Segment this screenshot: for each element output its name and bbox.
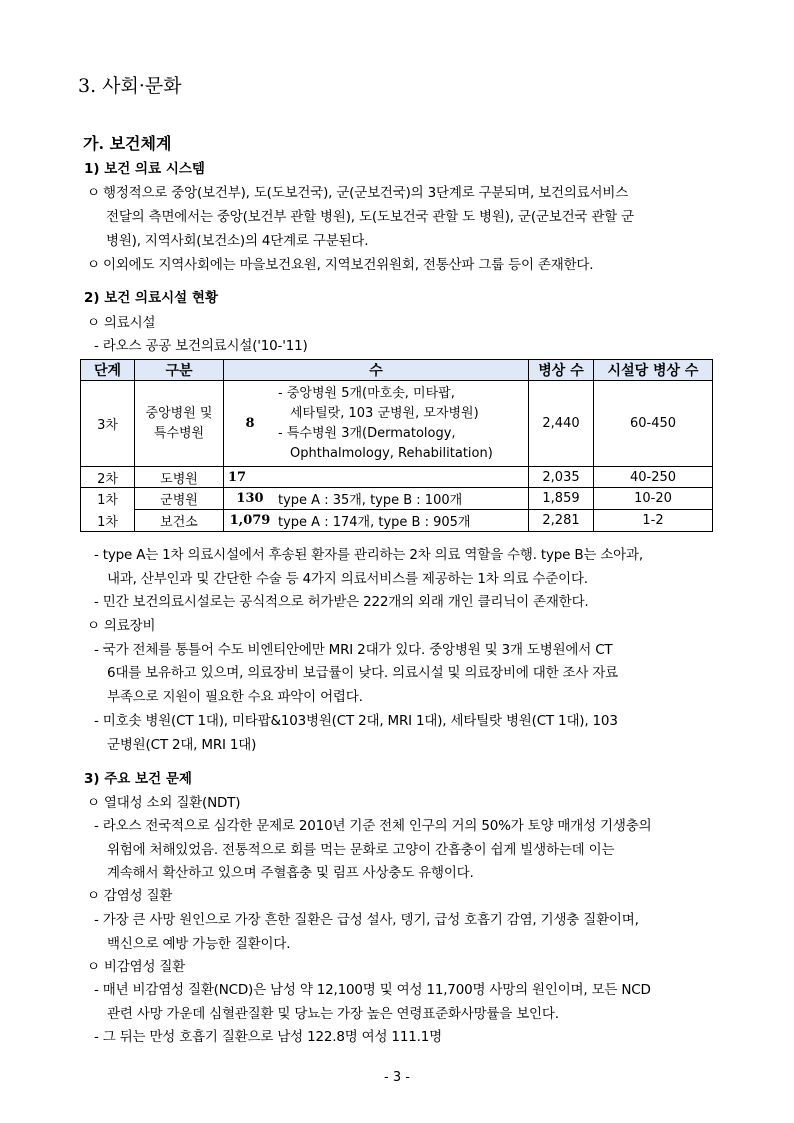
table-header-row: [81, 360, 713, 381]
text-line: - 라오스 전국적으로 심각한 문제로 2010년 기준 전체 인구의 거의 50%가 토양 매개성 기생충의: [94, 818, 652, 834]
text-line: - 가장 큰 사망 원인으로 가장 흔한 질환은 급성 설사, 뎅기, 급성 호흡기 감염, 기생충 질환이며,: [94, 912, 639, 928]
cell-beds: 2,440: [529, 381, 594, 467]
bullet: ㅇ: [87, 185, 100, 201]
text-line: 군병원(CT 2대, MRI 1대): [107, 737, 257, 753]
table-row: [81, 381, 713, 467]
header-count: 수: [224, 360, 529, 381]
system-bullet-2: [87, 253, 593, 273]
text-line: 관련 사망 가운데 심혈관질환 및 당뇨는 가장 높은 연령표준화사망률을 보인다.: [107, 1006, 559, 1022]
heading-health-issues: 3) 주요 보건 문제: [84, 771, 192, 787]
page-number: - 3 -: [384, 1070, 410, 1085]
subsection-title: 가. 보건체계: [83, 134, 172, 153]
table-caption: - 라오스 공공 보건의료시설('10-'11): [94, 338, 308, 354]
bullet: ㅇ: [87, 257, 100, 273]
cell-per-facility: 1-2: [594, 510, 713, 532]
cell-per-facility: 60-450: [594, 381, 713, 467]
text-line: - 민간 보건의료시설로는 공식적으로 허가받은 222개의 외래 개인 클리닉이 존재한다.: [94, 594, 589, 610]
text-line: 위험에 처해있었음. 전통적으로 회를 먹는 문화로 고양이 간흡충이 쉽게 빌생하는데 이는: [107, 842, 615, 858]
desc-line: - 특수병원 3개(Dermatology,: [278, 425, 456, 441]
system-bullet-1: [87, 181, 628, 201]
desc-line: 세타틸랏, 103 군병원, 모자병원): [290, 405, 479, 421]
cell-per-facility: 40-250: [594, 467, 713, 488]
header-beds: 병상 수: [529, 360, 594, 381]
section-title: 3. 사회·문화: [78, 75, 182, 97]
text-line: 부족으로 지원이 필요한 수요 파악이 어렵다.: [107, 689, 363, 705]
header-per-facility: 시설당 병상 수: [594, 360, 713, 381]
desc-line: Ophthalmology, Rehabilitation): [290, 445, 493, 461]
text-line: - 그 뒤는 만성 호흡기 질환으로 남성 122.8명 여성 111.1명: [94, 1029, 442, 1045]
issue-title: ㅇ 비감염성 질환: [87, 959, 186, 975]
cell-count: 1,079: [224, 510, 277, 532]
cell-level: 1차: [81, 488, 135, 510]
text-line: 병원), 지역사회(보건소)의 4단계로 구분된다.: [106, 233, 369, 249]
text-line: - 매년 비감염성 질환(NCD)은 남성 약 12,100명 및 여성 11,700명 사망의 원인이며, 모든 NCD: [94, 982, 651, 998]
issue-title: ㅇ 감염성 질환: [87, 888, 173, 904]
cell-category: 중앙병원 및 특수병원: [135, 381, 224, 467]
issue-title: ㅇ 열대성 소외 질환(NDT): [87, 795, 241, 811]
cell-count: 130: [224, 488, 277, 510]
text-line: - 미호솟 병원(CT 1대), 미타팝&103병원(CT 2대, MRI 1대), 세타틸랏 병원(CT 1대), 103: [94, 713, 618, 729]
equipment-subheading: ㅇ 의료장비: [87, 618, 156, 634]
text-line: 내과, 산부인과 및 간단한 수술 등 4가지 의료서비스를 제공하는 1차 의료 수준이다.: [107, 571, 588, 587]
cell-description: [276, 381, 529, 467]
text-line: - type A는 1차 의료시설에서 후송된 환자를 관리하는 2차 의료 역할을 수행. type B는 소아과,: [94, 547, 643, 563]
text-line: 6대를 보유하고 있으며, 의료장비 보급률이 낮다. 의료시설 및 의료장비에 대한 조사 자료: [107, 665, 619, 681]
cell-level: 2차: [81, 467, 135, 488]
cell-beds: 1,859: [529, 488, 594, 510]
text-line: 백신으로 예방 가능한 질환이다.: [107, 936, 291, 952]
cell-description: type A : 35개, type B : 100개: [276, 488, 529, 510]
heading-health-system: 1) 보건 의료 시스템: [84, 161, 205, 177]
text-line: 계속해서 확산하고 있으며 주혈흡충 및 림프 사상충도 유행이다.: [107, 865, 474, 881]
cell-per-facility: 10-20: [594, 488, 713, 510]
facility-table: [80, 359, 713, 532]
cell-category: 군병원: [135, 488, 224, 510]
facilities-subheading: ㅇ 의료시설: [87, 315, 156, 331]
cell-level: 3차: [81, 381, 135, 467]
text-line: - 국가 전체를 통틀어 수도 비엔티안에만 MRI 2대가 있다. 중앙병원 및 3개 도병원에서 CT: [94, 642, 613, 658]
cell-description: type A : 174개, type B : 905개: [276, 510, 529, 532]
cell-count: 8: [224, 381, 277, 467]
cell-beds: 2,035: [529, 467, 594, 488]
text-line: 전달의 측면에서는 중앙(보건부 관할 병원), 도(도보건국 관할 도 병원), 군(군보건국 관할 군: [106, 209, 634, 225]
table-row: [81, 488, 713, 510]
cell-description: [276, 467, 529, 488]
table-row: [81, 510, 713, 532]
desc-line: - 중앙병원 5개(마호솟, 미타팝,: [278, 385, 455, 401]
text-line: 행정적으로 중앙(보건부), 도(도보건국), 군(군보건국)의 3단계로 구분되며, 보건의료서비스: [103, 185, 629, 201]
cell-count: 17: [224, 467, 277, 488]
cell-category: 도병원: [135, 467, 224, 488]
table-row: [81, 467, 713, 488]
heading-facilities: 2) 보건 의료시설 현황: [84, 290, 218, 306]
text-line: 이외에도 지역사회에는 마을보건요원, 지역보건위원회, 전통산파 그룹 등이 존재한다.: [103, 257, 594, 273]
header-level: 단계: [81, 360, 135, 381]
header-category: 구분: [135, 360, 224, 381]
cell-beds: 2,281: [529, 510, 594, 532]
cell-level: 1차: [81, 510, 135, 532]
cell-category: 보건소: [135, 510, 224, 532]
